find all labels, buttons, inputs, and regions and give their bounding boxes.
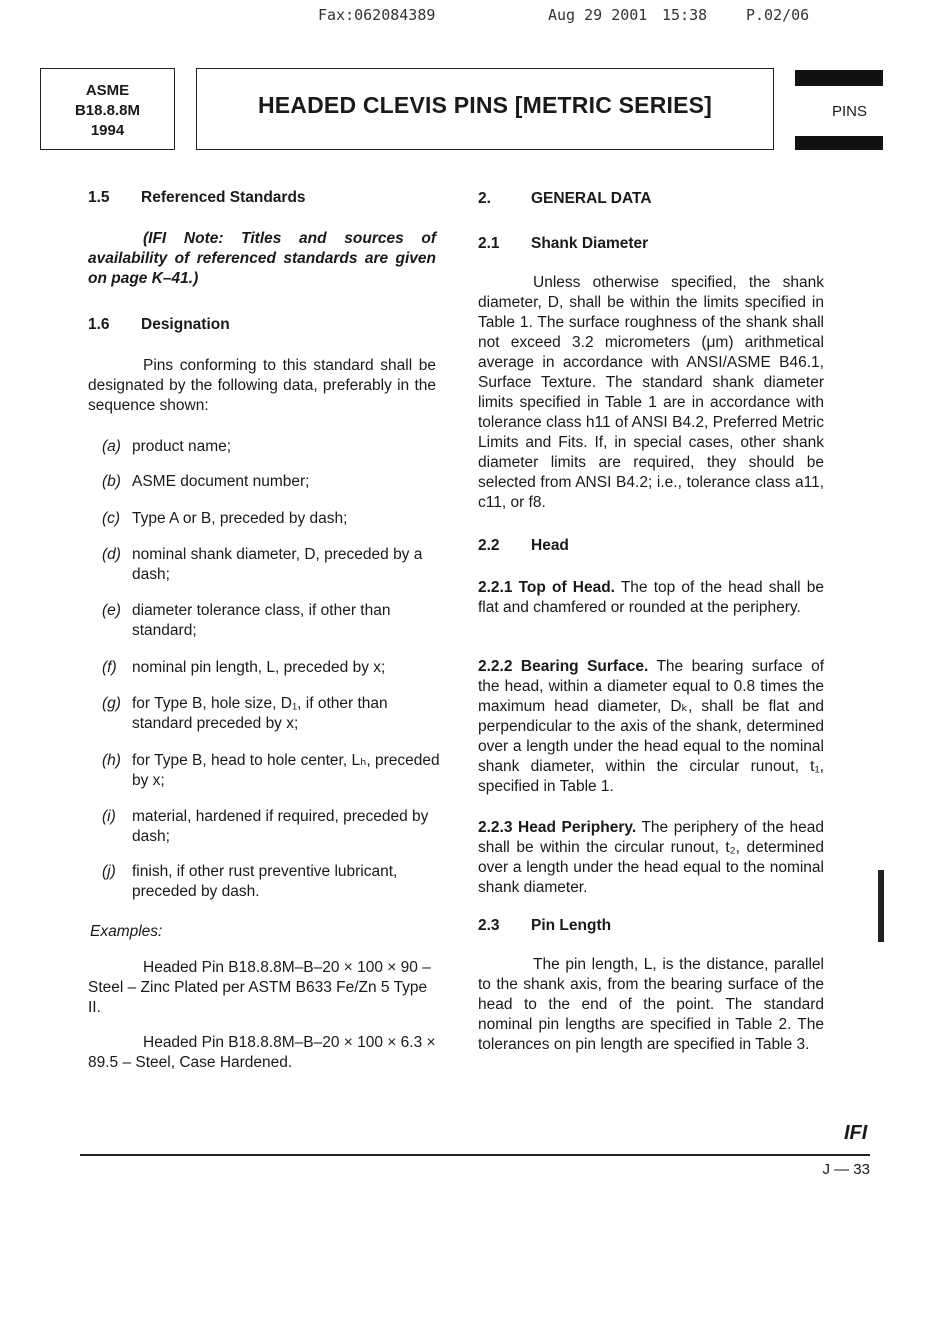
list-item-label: (i) [102,808,116,825]
list-item-label: (j) [102,863,116,880]
head-periphery-heading: 2.2.3 Head Periphery. [478,819,637,836]
standard-id-box [40,68,175,150]
example-1: Headed Pin B18.8.8M–B–20 × 100 × 90 – Steel – Zinc Plated per ASTM B633 Fe/Zn 5 Type II. [88,959,431,1016]
list-item-text: for Type B, head to hole center, Lₕ, preceded by x; [132,752,440,789]
list-item [102,437,442,457]
standard-number: B18.8.8M [74,102,141,119]
section-1-6-number: 1.6 [88,316,110,333]
list-item-label: (a) [102,438,121,455]
head-periphery-text: The periphery of the head shall be within the circular runout, t₂, determined over a length under the head equal to the nominal shank diameter. [478,819,825,896]
standard-year: 1994 [90,122,125,139]
list-item-label: (f) [102,659,117,676]
footer-rule [80,1154,870,1156]
section-tab-label: PINS [832,103,868,120]
bearing-surface-heading: 2.2.2 Bearing Surface. [478,658,649,675]
list-item-text: nominal shank diameter, D, preceded by a dash; [132,546,423,583]
list-item [102,472,442,492]
section-2-3-number: 2.3 [478,917,500,934]
list-item-text: finish, if other rust preventive lubricant, preceded by dash. [132,863,398,900]
section-1-5-title: Referenced Standards [141,189,306,206]
fax-time: 15:38 [662,6,708,24]
top-of-head-paragraph [478,578,824,618]
margin-mark [878,870,884,942]
page-number: J — 33 [822,1161,870,1178]
list-item-text: material, hardened if required, preceded by dash; [132,808,429,845]
list-item-text: ASME document number; [132,473,310,490]
list-item [102,601,442,641]
examples-label: Examples: [90,923,163,940]
list-item [102,658,442,678]
section-2-2-number: 2.2 [478,537,500,554]
tab-bar-bottom [795,136,883,150]
list-item-label: (d) [102,546,121,563]
section-2-1-title: Shank Diameter [531,235,649,252]
list-item-label: (g) [102,695,121,712]
list-item-text: Type A or B, preceded by dash; [132,510,348,527]
list-item [102,509,442,529]
list-item [102,807,442,847]
ifi-note: (IFI Note: Titles and sources of availability of referenced standards are given on page K–41.) [88,230,436,287]
list-item-label: (h) [102,752,121,769]
fax-number: Fax:062084389 [318,6,436,24]
list-item [102,694,442,734]
bearing-surface-text: The bearing surface of the head, within a diameter equal to 0.8 times the maximum head diameter, Dₖ, shall be flat and perpendicular to the axis of the shank, determined over a length under the head equal to the nominal shank diameter, within the circular runout, t₁, specified in Table 1. [478,658,824,795]
example-2: Headed Pin B18.8.8M–B–20 × 100 × 6.3 × 89.5 – Steel, Case Hardened. [88,1034,436,1071]
tab-bar-top [795,70,883,86]
list-item-text: for Type B, hole size, D₁, if other than standard preceded by x; [132,695,388,732]
section-2-2-title: Head [531,537,569,554]
section-2-number: 2. [478,190,491,207]
pin-length-paragraph: The pin length, L, is the distance, parallel to the shank axis, from the bearing surface of the head to the end of the point. The standard nominal pin lengths are specified in Table 2. The tolerances on pin length are specified in Table 3. [478,956,824,1053]
list-item [102,751,442,791]
list-item-label: (e) [102,602,121,619]
head-periphery-paragraph [478,818,824,898]
list-item-label: (c) [102,510,121,527]
list-item-text: diameter tolerance class, if other than standard; [132,602,391,639]
section-1-5-number: 1.5 [88,189,110,206]
designation-paragraph: Pins conforming to this standard shall be designated by the following data, preferably in the sequence shown: [88,357,436,414]
section-2-3-title: Pin Length [531,917,612,934]
section-2-1-number: 2.1 [478,235,500,252]
page-title: HEADED CLEVIS PINS [METRIC SERIES] [257,92,713,118]
list-item-text: nominal pin length, L, preceded by x; [132,659,386,676]
top-of-head-text: The top of the head shall be flat and chamfered or rounded at the periphery. [478,579,824,616]
list-item [102,862,442,902]
fax-page: P.02/06 [746,6,810,24]
shank-diameter-paragraph: Unless otherwise specified, the shank diameter, D, shall be within the limits specified in Table 1. The surface roughness of the shank shall not exceed 3.2 micrometers (μm) arithmetical average in accordance with ANSI/ASME B46.1, Surface Texture. The standard shank diameter limits specified in Table 1 are in accordance with tolerance class h11 of ANSI B4.2, Preferred Metric Limits and Fits. If, in special cases, other shank diameter limits are required, they should be selected from ANSI B4.2; i.e., tolerance class a11, c11, or f8. [478,274,824,511]
list-item-text: product name; [132,438,232,455]
top-of-head-heading: 2.2.1 Top of Head. [478,579,615,596]
standard-org: ASME [85,82,130,99]
bearing-surface-paragraph [478,657,824,797]
ifi-logo: IFI [844,1122,868,1144]
section-2-title: GENERAL DATA [531,190,652,207]
section-1-6-title: Designation [141,316,230,333]
list-item [102,545,442,585]
fax-date: Aug 29 2001 [548,6,648,24]
list-item-label: (b) [102,473,121,490]
